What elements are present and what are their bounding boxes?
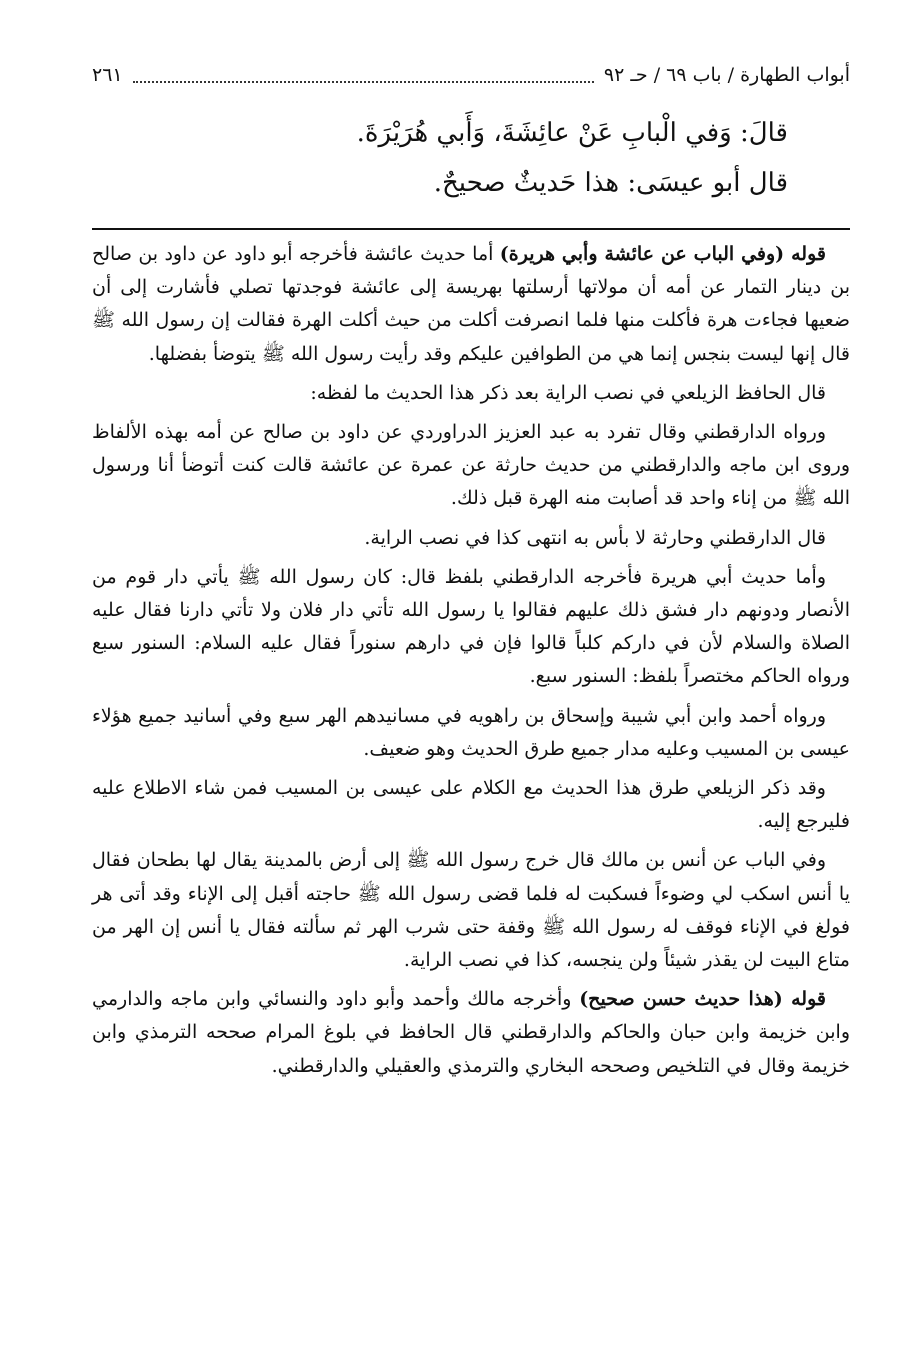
hadith-line: قالَ: وَفي الْبابِ عَنْ عائِشَةَ، وَأَبي هُرَيْرَةَ. — [356, 118, 788, 148]
commentary-paragraph — [92, 416, 850, 516]
paragraph-text: وأما حديث أبي هريرة فأخرجه الدارقطني بلفظ قال: كان رسول الله ﷺ يأتي دار قوم من الأنصار ودونهم دار فشق ذلك عليهم فقالوا يا رسول الله تأتي دار فلان ولا تأتي دارنا فقال عليه الصلاة والسلام لأن في داركم كلباً قالوا فإن في دارهم سنوراً فقال عليه السلام: السنور سبع ورواه الحاكم مختصراً بلفظ: السنور سبع. — [92, 565, 850, 688]
page-header — [92, 58, 850, 92]
section-divider — [92, 228, 850, 230]
page-number: ٢٦١ — [92, 64, 123, 86]
commentary-paragraph — [92, 377, 850, 410]
paragraph-text: قال الحافظ الزيلعي في نصب الراية بعد ذكر هذا الحديث ما لفظه: — [310, 381, 826, 404]
header-dot-leader — [133, 67, 594, 83]
paragraph-text: وفي الباب عن أنس بن مالك قال خرج رسول الله ﷺ إلى أرض بالمدينة يقال لها بطحان فقال يا أنس اسكب لي وضوءاً فسكبت له فلما قضى رسول الله ﷺ حاجته أقبل إلى الإناء وقد أتى هر فولغ في الإناء فوقف له رسول الله ﷺ وقفة حتى شرب الهر ثم سألته فقال يا أنس إن الهر من متاع البيت لن يقذر شيئاً ولن ينجسه، كذا في نصب الراية. — [92, 849, 850, 972]
commentary-paragraph — [92, 238, 850, 371]
commentary-body — [92, 238, 850, 1089]
paragraph-text: ورواه أحمد وابن أبي شيبة وإسحاق بن راهويه في مسانيدهم الهر سبع وفي أسانيد جميع هؤلاء عيسى بن المسيب وعليه مدار جميع طرق الحديث وهو ضعيف. — [92, 704, 850, 760]
running-title: أبواب الطهارة / باب ٦٩ / حـ ٩٢ — [603, 64, 850, 86]
commentary-paragraph — [92, 983, 850, 1083]
paragraph-text: قال الدارقطني وحارثة لا بأس به انتهى كذا في نصب الراية. — [364, 526, 826, 549]
paragraph-text: وأخرجه مالك وأحمد وأبو داود والنسائي وابن ماجه والدارمي وابن خزيمة وابن حبان والحاكم والدارقطني قال الحافظ في بلوغ المرام صححه الترمذي وابن خزيمة وقال في التلخيص وصححه البخاري والترمذي والعقيلي والدارقطني. — [92, 988, 850, 1077]
commentary-paragraph — [92, 772, 850, 838]
hadith-line: قال أبو عيسَى: هذا حَديثٌ صحيحٌ. — [433, 168, 788, 198]
paragraph-lead: قوله (وفي الباب عن عائشة وأبي هريرة) — [499, 243, 826, 265]
hadith-text — [92, 108, 848, 208]
paragraph-lead: قوله (هذا حديث حسن صحيح) — [579, 988, 826, 1011]
paragraph-text: وقد ذكر الزيلعي طرق هذا الحديث مع الكلام على عيسى بن المسيب فمن شاء الاطلاع عليه فليرجع إليه. — [92, 777, 850, 833]
paragraph-text: ورواه الدارقطني وقال تفرد به عبد العزيز الدراوردي عن داود بن صالح عن أمه بهذه الألفاظ وروى ابن ماجه والدارقطني من حديث حارثة عن عمرة عن عائشة قالت كنت أتوضأ أنا ورسول الله ﷺ من إناء واحد قد أصابت منه الهرة قبل ذلك. — [92, 421, 850, 510]
commentary-paragraph — [92, 561, 850, 694]
commentary-paragraph — [92, 700, 850, 766]
commentary-paragraph — [92, 522, 850, 555]
paragraph-text: أما حديث عائشة فأخرجه أبو داود عن داود بن صالح بن دينار التمار عن أمه أن مولاتها أرسلتها بهريسة إلى عائشة فوجدتها تصلي فأشارت إلى أن ضعيها فجاءت هرة فأكلت منها فلما انصرفت أكلت من حيث أكلت الهرة فقالت إن رسول الله ﷺ قال إنها ليست بنجس إنما هي من الطوافين عليكم وقد رأيت رسول الله ﷺ يتوضأ بفضلها. — [92, 243, 850, 365]
commentary-paragraph — [92, 844, 850, 977]
